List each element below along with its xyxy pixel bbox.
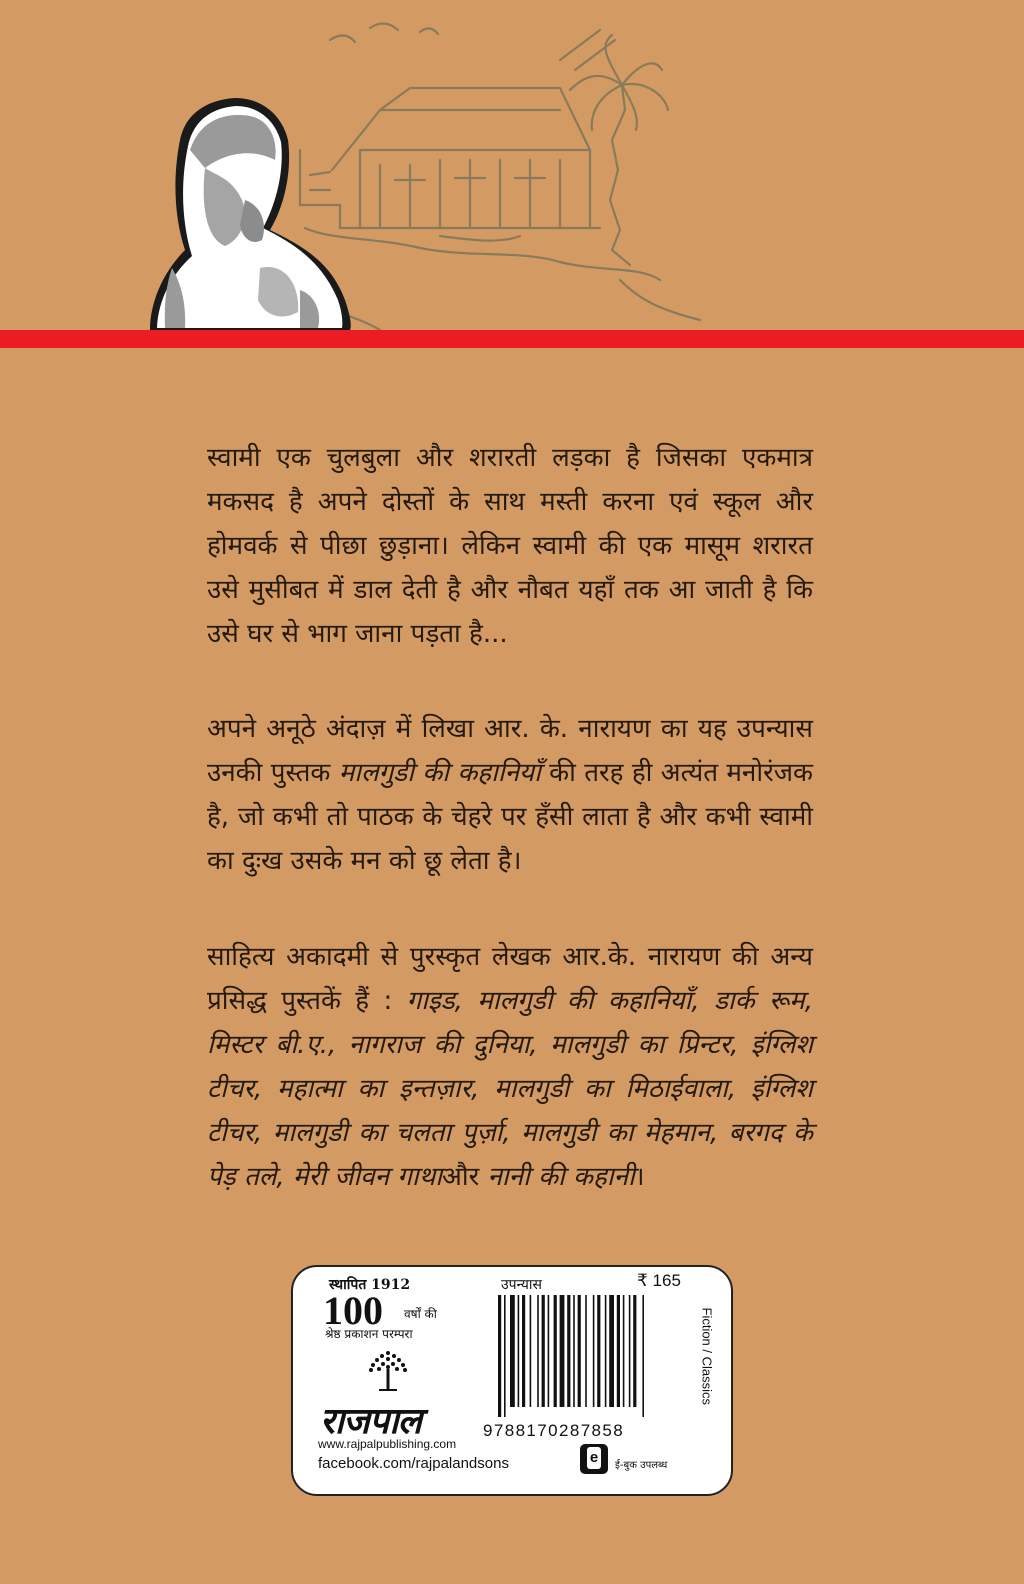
p3-last-book: नानी की कहानी bbox=[487, 1162, 635, 1192]
boy-illustration bbox=[150, 98, 351, 330]
p3-joiner: और bbox=[442, 1162, 488, 1192]
publisher-info-box bbox=[291, 1265, 733, 1496]
p2-text-before: अपने अनूठे अंदाज़ में लिखा आर. के. नारायण का यह उपन्यास उनकी पुस्तक bbox=[207, 714, 813, 788]
book-price: ₹ 165 bbox=[637, 1271, 681, 1290]
isbn-number: 9788170287858 bbox=[483, 1421, 625, 1440]
p3-text-before: साहित्य अकादमी से पुरस्कृत लेखक आर.के. नारायण की अन्य प्रसिद्ध पुस्तकें हैं : bbox=[207, 942, 813, 1016]
book-category: Fiction / Classics bbox=[699, 1307, 715, 1406]
blurb-paragraph-3 bbox=[207, 935, 813, 1199]
publisher-tree-logo-icon bbox=[363, 1345, 413, 1395]
publisher-website[interactable]: www.rajpalpublishing.com bbox=[318, 1437, 457, 1451]
years-label: वर्षों की bbox=[404, 1307, 437, 1321]
ebook-icon-letter: e bbox=[587, 1447, 601, 1469]
blurb-paragraph-1: स्वामी एक चुलबुला और शरारती लड़का है जिसका एकमात्र मकसद है अपने दोस्तों के साथ मस्ती करना एवं स्कूल और होमवर्क से पीछा छुड़ाना। लेकिन स्वामी की एक मासूम शरारत उसे मुसीबत में डाल देती है और नौबत यहाँ तक आ जाती है कि उसे घर से भाग जाना पड़ता है... bbox=[207, 443, 813, 649]
house-sketch bbox=[300, 23, 700, 330]
ebook-icon bbox=[580, 1444, 608, 1474]
category-vertical bbox=[688, 1307, 715, 1427]
p2-book-title: मालगुडी की कहानियाँ bbox=[338, 758, 541, 788]
publisher-name: राजपाल bbox=[320, 1401, 421, 1442]
publisher-facebook[interactable]: facebook.com/rajpalandsons bbox=[318, 1455, 509, 1472]
book-genre: उपन्यास bbox=[501, 1277, 542, 1293]
p3-end: । bbox=[634, 1162, 645, 1192]
p3-book-list: गाइड, मालगुडी की कहानियाँ, डार्क रूम, मिस्टर बी.ए., नागराज की दुनिया, मालगुडी का प्रिन्टर, इंग्लिश टीचर, महात्मा का इन्तज़ार, मालगुडी का मिठाईवाला, इंग्लिश टीचर, मालगुडी का चलता पुर्ज़ा, मालगुडी का मेहमान, बरगद के पेड़ तले, मेरी जीवन गाथा bbox=[207, 986, 813, 1192]
blurb-paragraph-2 bbox=[207, 707, 813, 883]
isbn-barcode-icon bbox=[496, 1295, 676, 1417]
publishing-tradition: श्रेष्ठ प्रकाशन परम्परा bbox=[325, 1327, 413, 1341]
cover-illustration bbox=[0, 0, 1024, 340]
ebook-available: ई-बुक उपलब्ध bbox=[615, 1460, 668, 1471]
hundred-years-number: 100 bbox=[323, 1288, 383, 1333]
established-year: स्थापित 1912 bbox=[329, 1277, 411, 1293]
red-band bbox=[0, 330, 1024, 348]
p2-text-after: की तरह ही अत्यंत मनोरंजक है, जो कभी तो पाठक के चेहरे पर हँसी लाता है और कभी स्वामी का दुःख उसके मन को छू लेता है। bbox=[207, 758, 813, 876]
